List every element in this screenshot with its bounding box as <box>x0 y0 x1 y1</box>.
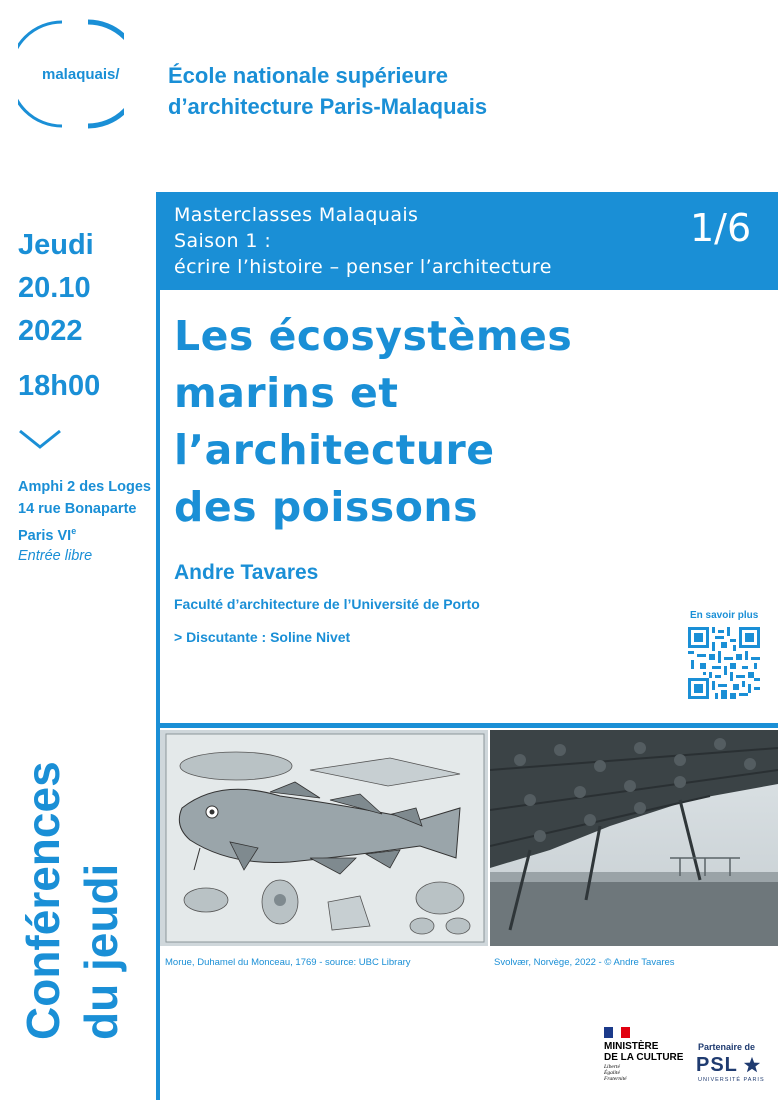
speaker-name: Andre Tavares <box>174 561 319 584</box>
psl-subtitle: UNIVERSITÉ PARIS <box>698 1077 765 1083</box>
drying-racks-photo <box>490 730 778 946</box>
image-caption-right: Svolvær, Norvège, 2022 - © Andre Tavares <box>494 957 675 968</box>
talk-title <box>174 308 572 536</box>
psl-logo-text: PSL <box>696 1054 738 1076</box>
location-line2: 14 rue Bonaparte <box>18 501 137 517</box>
series-title-line1: Conférences <box>17 761 69 1040</box>
horizontal-divider <box>156 723 778 728</box>
talk-title-line2: marins et <box>174 369 399 417</box>
banner-line3: écrire l’histoire – penser l’architecture <box>174 256 552 278</box>
ministry-logo-text <box>604 1041 683 1063</box>
image-caption-left: Morue, Duhamel du Monceau, 1769 - source: UBC Library <box>165 957 411 968</box>
event-date-daymonth: 20.10 <box>18 272 91 304</box>
talk-title-line3: l’architecture <box>174 426 495 474</box>
more-info-label: En savoir plus <box>690 610 759 621</box>
motto-liberte: Liberté <box>604 1064 620 1070</box>
motto-egalite: Égalité <box>604 1070 620 1076</box>
entry-note: Entrée libre <box>18 548 93 564</box>
talk-title-line4: des poissons <box>174 483 478 531</box>
event-year: 2022 <box>18 315 83 347</box>
speaker-affiliation: Faculté d’architecture de l’Université de Porto <box>174 596 480 612</box>
republic-motto <box>604 1064 627 1082</box>
qr-code[interactable] <box>688 627 760 699</box>
discussant: > Discutante : Soline Nivet <box>174 629 351 645</box>
talk-title-line1: Les écosystèmes <box>174 312 573 360</box>
ministry-line1: MINISTÈRE <box>604 1041 659 1052</box>
school-name <box>168 60 487 122</box>
vertical-divider <box>156 192 160 1100</box>
school-name-line2: d’architecture Paris-Malaquais <box>168 94 488 119</box>
location-line1: Amphi 2 des Loges <box>18 479 151 495</box>
series-banner-text <box>174 202 552 280</box>
event-day: Jeudi <box>18 229 94 261</box>
location-line3: Paris VIe <box>18 526 77 544</box>
psl-star-icon <box>743 1056 761 1074</box>
partner-label: Partenaire de <box>698 1042 756 1052</box>
school-name-line1: École nationale supérieure <box>168 63 448 88</box>
motto-fraternite: Fraternité <box>604 1076 627 1082</box>
chevron-down-icon <box>18 428 62 450</box>
series-title-line2: du jeudi <box>75 863 127 1040</box>
french-flag-icon <box>604 1027 630 1038</box>
event-date <box>18 224 94 353</box>
malaquais-logo-text: malaquais/ <box>42 66 120 83</box>
episode-number: 1/6 <box>690 206 752 250</box>
event-time: 18h00 <box>18 370 101 402</box>
ministry-line2: DE LA CULTURE <box>604 1052 684 1063</box>
cod-engraving-image <box>160 730 488 946</box>
series-vertical-title <box>14 761 130 1040</box>
event-location <box>18 476 151 547</box>
banner-line1: Masterclasses Malaquais <box>174 204 419 226</box>
banner-line2: Saison 1 : <box>174 230 272 252</box>
